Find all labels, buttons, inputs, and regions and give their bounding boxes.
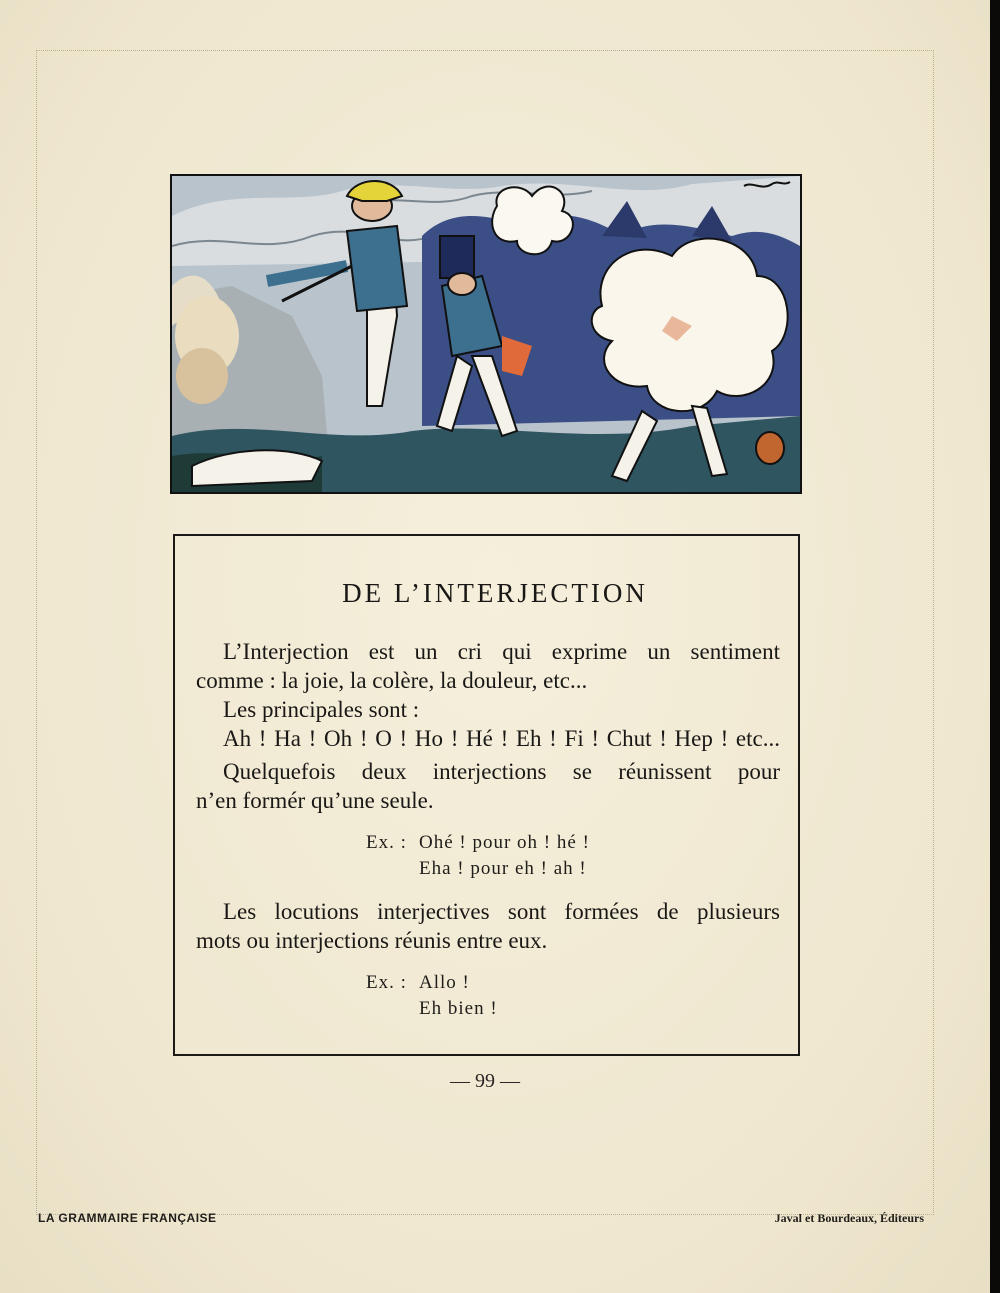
text-line: Les locutions interjectives sont formées de plusieurs [223,899,780,924]
text-line: Ah ! Ha ! Oh ! O ! Ho ! Hé ! Eh ! Fi ! Chut ! Hep ! etc... [223,726,780,751]
text-line: L’Interjection est un cri qui exprime un sentiment [223,639,780,664]
example-line: Ohé ! pour oh ! hé ! [419,832,590,853]
footer-book-title: LA GRAMMAIRE FRANÇAISE [38,1211,217,1225]
text-line: comme : la joie, la colère, la douleur, etc... [196,668,588,693]
text-line: Quelquefois deux interjections se réunissent pour [223,759,780,784]
text-line: n’en formér qu’une seule. [196,788,434,813]
example-label: Ex. : [366,832,407,853]
paragraph-locutions [196,897,780,955]
example-line: Allo ! [419,972,470,993]
example-label: Ex. : [366,972,407,993]
paragraph-definition [196,637,780,695]
text-line: Les principales sont : [223,697,420,722]
battle-scene-illustration [170,174,802,494]
page-number: — 99 — [450,1070,520,1092]
example-line: Eha ! pour eh ! ah ! [419,858,587,879]
paragraph-combination [196,757,780,815]
text-line: mots ou interjections réunis entre eux. [196,928,548,953]
footer-publisher: Javal et Bourdeaux, Éditeurs [774,1211,924,1225]
paragraph-principal [196,695,780,724]
page-title: DE L’INTERJECTION [342,578,648,608]
paragraph-list [196,724,780,753]
example-line: Eh bien ! [419,998,498,1019]
